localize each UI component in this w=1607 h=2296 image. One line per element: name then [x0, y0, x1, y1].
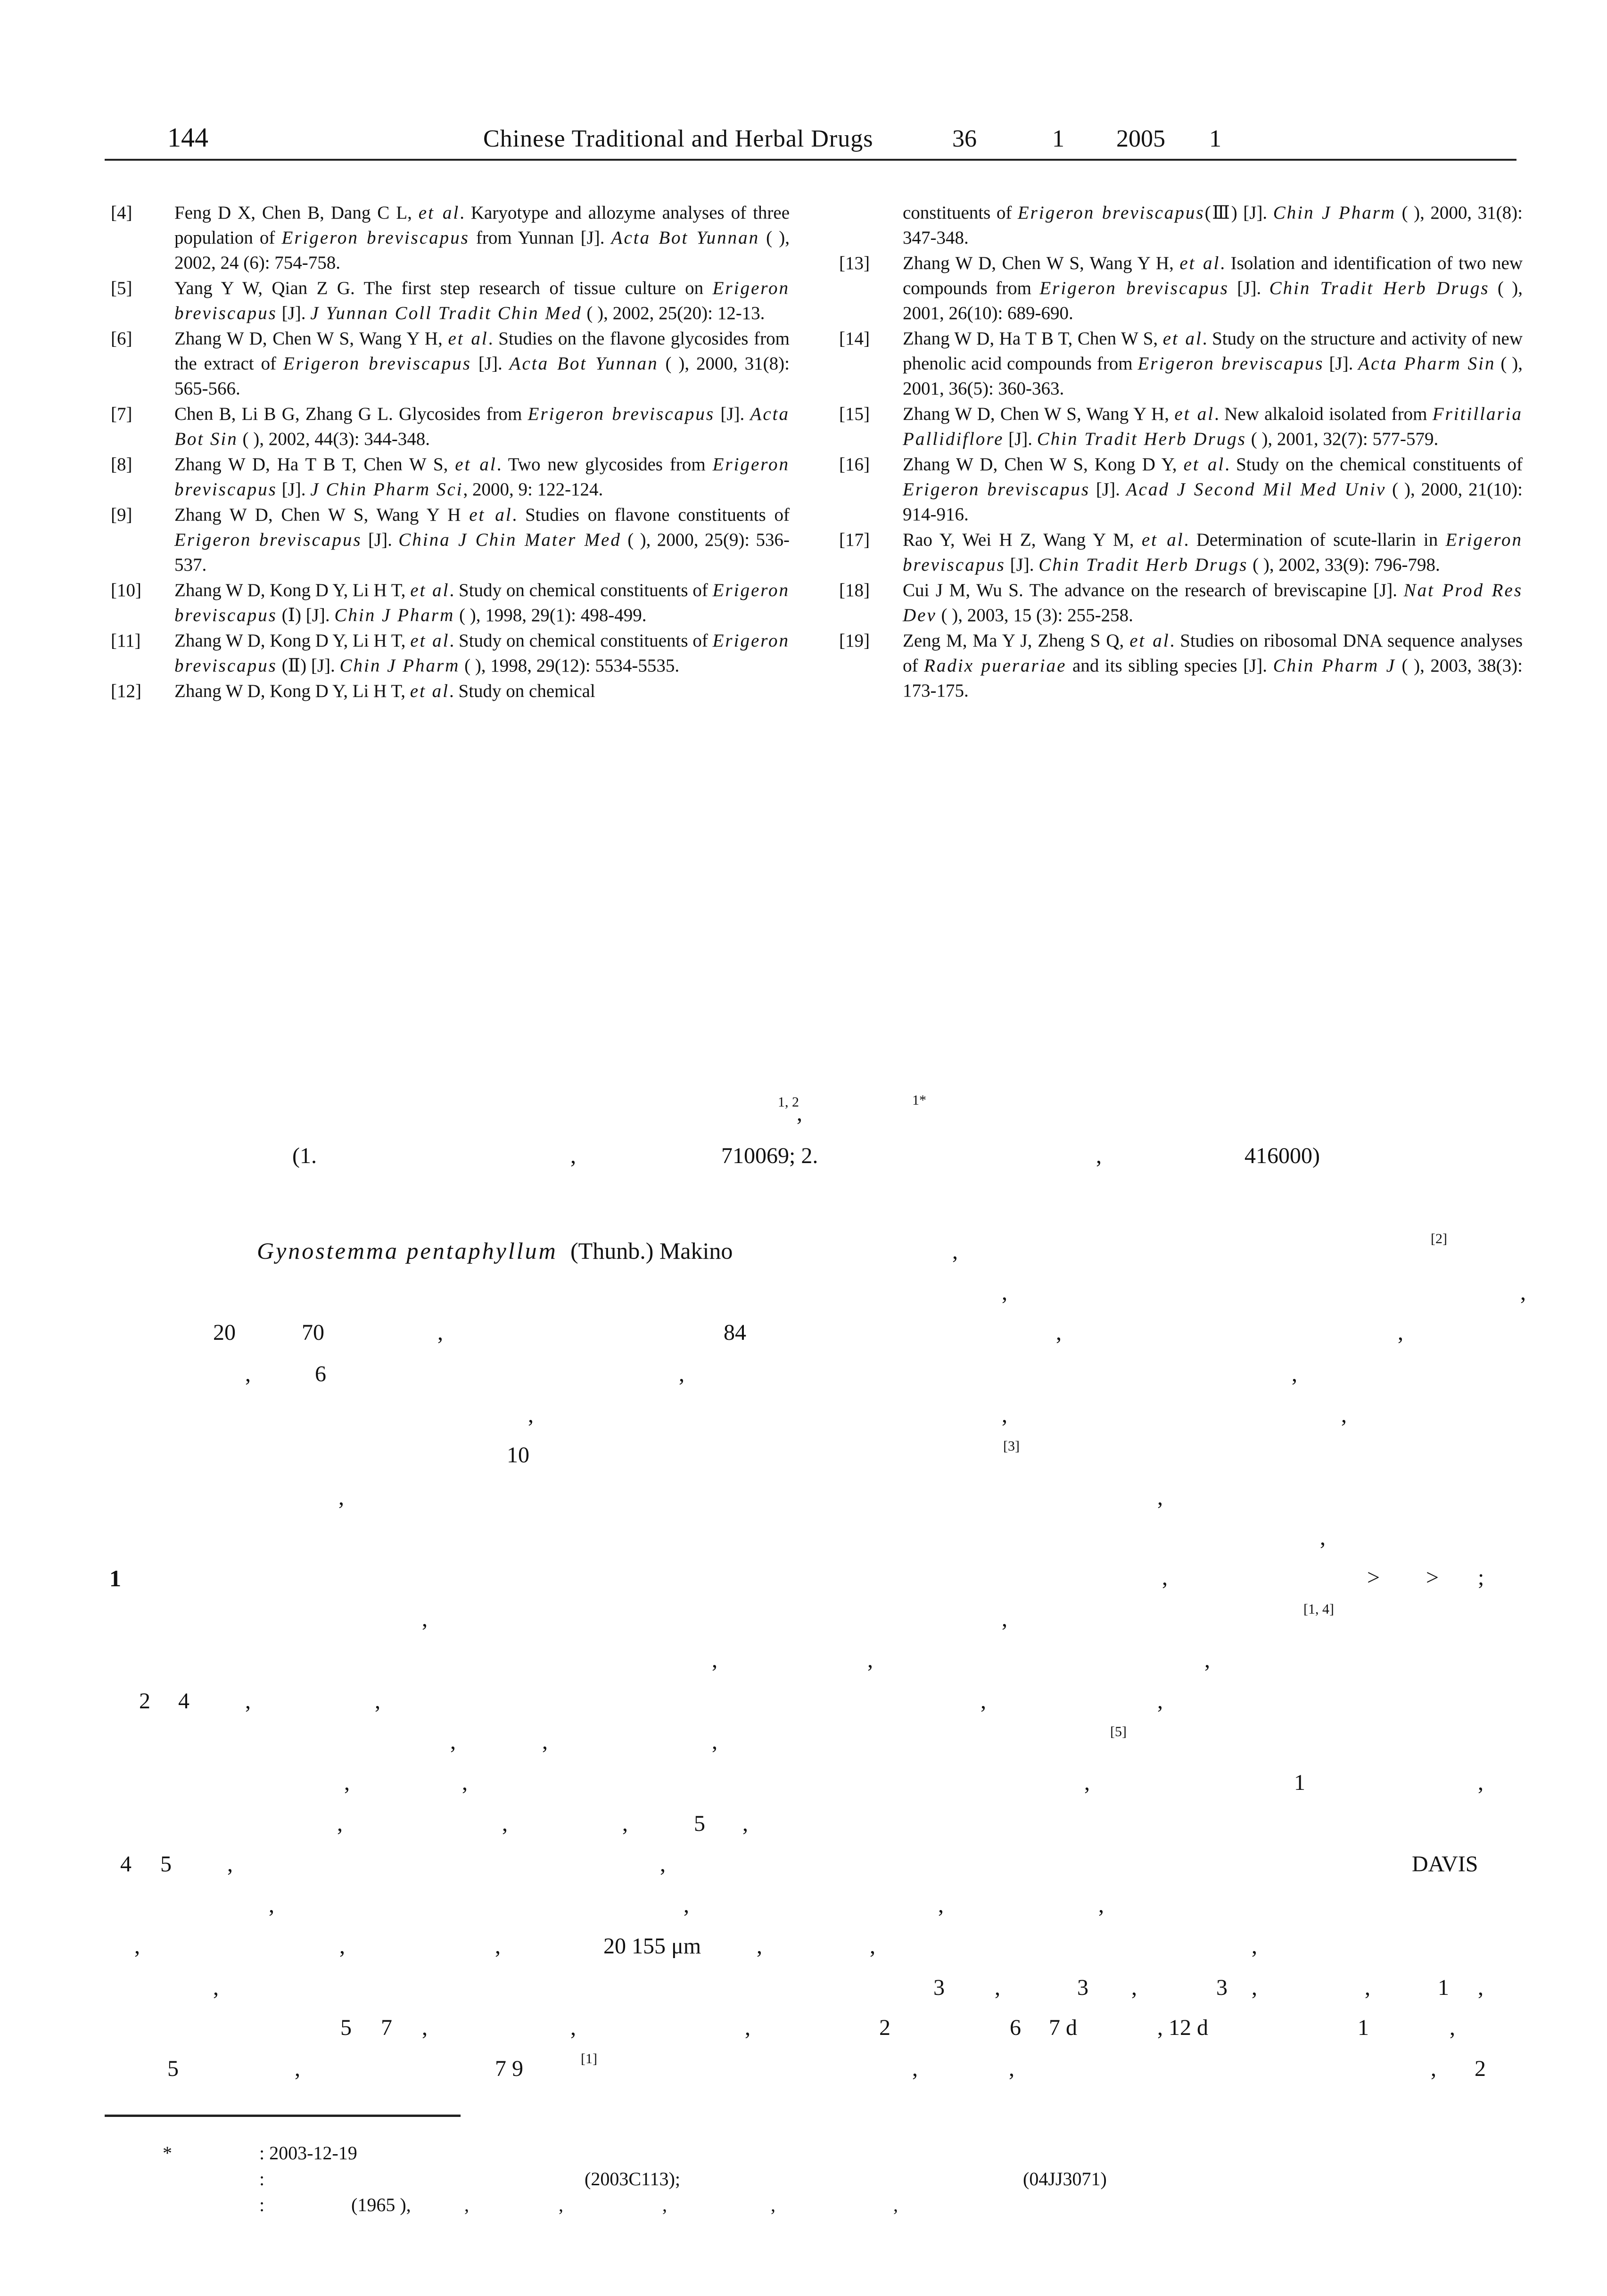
reference-number: [11] [111, 631, 141, 651]
affiliation-comma: , [570, 1143, 576, 1168]
size-range: 20 155 μm [603, 1934, 701, 1959]
duration: 7 d [1049, 2015, 1077, 2040]
reference-item [111, 326, 790, 401]
author-superscript: 1, 2 [778, 1094, 799, 1110]
reference-item [839, 200, 1523, 250]
reference-item [111, 276, 790, 326]
affiliation-postcode: 710069; 2. [721, 1143, 818, 1168]
reference-text: Feng D X, Chen B, Dang C L, et al. Karyotype and allozyme analyses of three population of Erigeron breviscapus from Yunnan [J]. Acta Bot Yunnan ( ), 2002, 24 (6): 754-758. [174, 203, 790, 273]
number: 7 [381, 2015, 392, 2040]
reference-item [111, 502, 790, 577]
reference-number: [8] [111, 454, 132, 475]
number: 5 [160, 1852, 172, 1877]
reference-number: [4] [111, 203, 132, 223]
reference-item [839, 628, 1523, 703]
fund-code: (2003C113); [585, 2168, 680, 2189]
instrument-name: DAVIS [1412, 1852, 1478, 1877]
number: 1 [1294, 1770, 1305, 1795]
citation: [1] [581, 2051, 597, 2066]
duration: , 12 d [1157, 2015, 1208, 2040]
number: 6 [315, 1361, 326, 1386]
number: 3 [933, 1975, 945, 2000]
reference-text: Zhang W D, Kong D Y, Li H T, et al. Study on chemical constituents of Erigeron breviscapus (Ⅱ) [J]. Chin J Pharm ( ), 1998, 29(12): 5534-5535. [174, 631, 790, 676]
footnote-star: * [163, 2142, 172, 2164]
reference-number: [10] [111, 580, 141, 600]
reference-number: [15] [839, 404, 870, 424]
reference-number: [17] [839, 530, 870, 550]
reference-text: constituents of Erigeron breviscapus(Ⅲ) [J]. Chin J Pharm ( ), 2000, 31(8): 347-348. [903, 203, 1523, 248]
bio-label: : [259, 2194, 265, 2215]
citation: [2] [1431, 1231, 1447, 1246]
number-range: 7 9 [495, 2056, 523, 2081]
citation: [3] [1003, 1438, 1020, 1454]
header-rule [105, 159, 1516, 161]
author-separator: , [797, 1101, 802, 1126]
reference-list-right [839, 200, 1523, 704]
reference-text: Zhang W D, Chen W S, Kong D Y, et al. Study on the chemical constituents of Erigeron breviscapus [J]. Acad J Second Mil Med Univ ( ), 2000, 21(10): 914-916. [903, 454, 1523, 525]
reference-item [839, 251, 1523, 326]
number: 4 [120, 1852, 132, 1877]
issue: 1 [1052, 125, 1064, 152]
reference-text: Zhang W D, Ha T B T, Chen W S, et al. Two new glycosides from Erigeron breviscapus [J]. J Chin Pharm Sci, 2000, 9: 122-124. [174, 454, 790, 500]
reference-text: Rao Y, Wei H Z, Wang Y M, et al. Determination of scute-llarin in Erigeron breviscapus [J]. Chin Tradit Herb Drugs ( ), 2002, 33(9): 796-798. [903, 530, 1523, 575]
citation: [5] [1110, 1724, 1127, 1739]
month: 1 [1209, 125, 1221, 152]
reference-text: Zhang W D, Kong D Y, Li H T, et al. Study on chemical [174, 681, 595, 701]
affiliation-postcode: 416000) [1244, 1143, 1320, 1168]
number: 1 [1358, 2015, 1369, 2040]
reference-item [111, 679, 790, 704]
reference-item [839, 578, 1523, 628]
reference-list-left [111, 200, 790, 704]
number: 10 [507, 1443, 529, 1468]
number: 1 [1438, 1975, 1449, 2000]
reference-item [111, 452, 790, 502]
footnote-rule [105, 2115, 461, 2117]
reference-text: Zeng M, Ma Y J, Zheng S Q, et al. Studies on ribosomal DNA sequence analyses of Radix puerariae and its sibling species [J]. Chin Pharm J ( ), 2003, 38(3): 173-175. [903, 631, 1523, 701]
number: 2 [879, 2015, 890, 2040]
reference-text: Zhang W D, Chen W S, Wang Y H, et al. Isolation and identification of two new compounds from Erigeron breviscapus [J]. Chin Tradit Herb Drugs ( ), 2001, 26(10): 689-690. [903, 253, 1523, 323]
citation: [1, 4] [1303, 1601, 1334, 1617]
reference-number: [7] [111, 404, 132, 424]
reference-text: Chen B, Li B G, Zhang G L. Glycosides from Erigeron breviscapus [J]. Acta Bot Sin ( ), 2002, 44(3): 344-348. [174, 404, 790, 449]
reference-text: Zhang W D, Chen W S, Wang Y H, et al. New alkaloid isolated from Fritillaria Pallidiflore [J]. Chin Tradit Herb Drugs ( ), 2001, 32(7): 577-579. [903, 404, 1523, 449]
reference-item [111, 402, 790, 451]
fund-label: : [259, 2168, 265, 2189]
number: 5 [340, 2015, 352, 2040]
reference-number: [13] [839, 253, 870, 273]
journal-title: Chinese Traditional and Herbal Drugs [483, 125, 874, 152]
number: 3 [1216, 1975, 1228, 2000]
semicolon: ; [1478, 1565, 1484, 1590]
species-name: Gynostemma pentaphyllum [257, 1238, 558, 1264]
reference-item [111, 628, 790, 678]
affiliation-comma: , [1096, 1143, 1102, 1168]
reference-text: Zhang W D, Ha T B T, Chen W S, et al. Study on the structure and activity of new phenolic acid compounds from Erigeron breviscapus [J]. Acta Pharm Sin ( ), 2001, 36(5): 360-363. [903, 328, 1523, 399]
year: 2005 [1116, 125, 1165, 152]
reference-text: Zhang W D, Kong D Y, Li H T, et al. Study on chemical constituents of Erigeron breviscapus (Ⅰ) [J]. Chin J Pharm ( ), 1998, 29(1): 498-499. [174, 580, 790, 625]
number: 2 [139, 1689, 150, 1714]
reference-number: [18] [839, 580, 870, 600]
affiliation-open: (1. [292, 1143, 317, 1168]
reference-item [839, 527, 1523, 577]
reference-text: Cui J M, Wu S. The advance on the research of breviscapine [J]. Nat Prod Res Dev ( ), 2003, 15 (3): 255-258. [903, 580, 1523, 625]
reference-number: [5] [111, 278, 132, 298]
author-birth: (1965 ), [351, 2194, 411, 2215]
reference-number: [16] [839, 454, 870, 475]
reference-number: [9] [111, 505, 132, 525]
section-heading: 1 [109, 1565, 121, 1591]
comparison: > [1426, 1565, 1439, 1590]
page-number: 144 [167, 122, 208, 153]
reference-number: [14] [839, 328, 870, 349]
number: 6 [1010, 2015, 1021, 2040]
reference-item [111, 200, 790, 275]
reference-text: Zhang W D, Chen W S, Wang Y H et al. Studies on flavone constituents of Erigeron breviscapus [J]. China J Chin Mater Med ( ), 2000, 25(9): 536-537. [174, 505, 790, 575]
reference-item [111, 578, 790, 628]
reference-item [839, 326, 1523, 401]
reference-number: [19] [839, 631, 870, 651]
number: 5 [694, 1811, 705, 1836]
author-superscript: 1* [912, 1092, 926, 1108]
species-author: (Thunb.) Makino [570, 1238, 733, 1264]
number: 20 [213, 1320, 236, 1345]
comparison: > [1367, 1565, 1380, 1590]
number: 84 [724, 1320, 746, 1345]
number: 4 [178, 1689, 190, 1714]
reference-item [839, 452, 1523, 527]
number: 3 [1077, 1975, 1088, 2000]
reference-text: Zhang W D, Chen W S, Wang Y H, et al. Studies on the flavone glycosides from the extract of Erigeron breviscapus [J]. Acta Bot Yunnan ( ), 2000, 31(8): 565-566. [174, 328, 790, 399]
volume: 36 [952, 125, 977, 152]
number: 2 [1475, 2056, 1486, 2081]
number: 70 [302, 1320, 324, 1345]
reference-item [839, 402, 1523, 451]
received-date: : 2003-12-19 [259, 2142, 357, 2164]
reference-text: Yang Y W, Qian Z G. The first step research of tissue culture on Erigeron breviscapus [J]. J Yunnan Coll Tradit Chin Med ( ), 2002, 25(20): 12-13. [174, 278, 790, 323]
fund-code: (04JJ3071) [1023, 2168, 1107, 2189]
number: 5 [167, 2056, 179, 2081]
reference-number: [12] [111, 681, 141, 701]
reference-number: [6] [111, 328, 132, 349]
